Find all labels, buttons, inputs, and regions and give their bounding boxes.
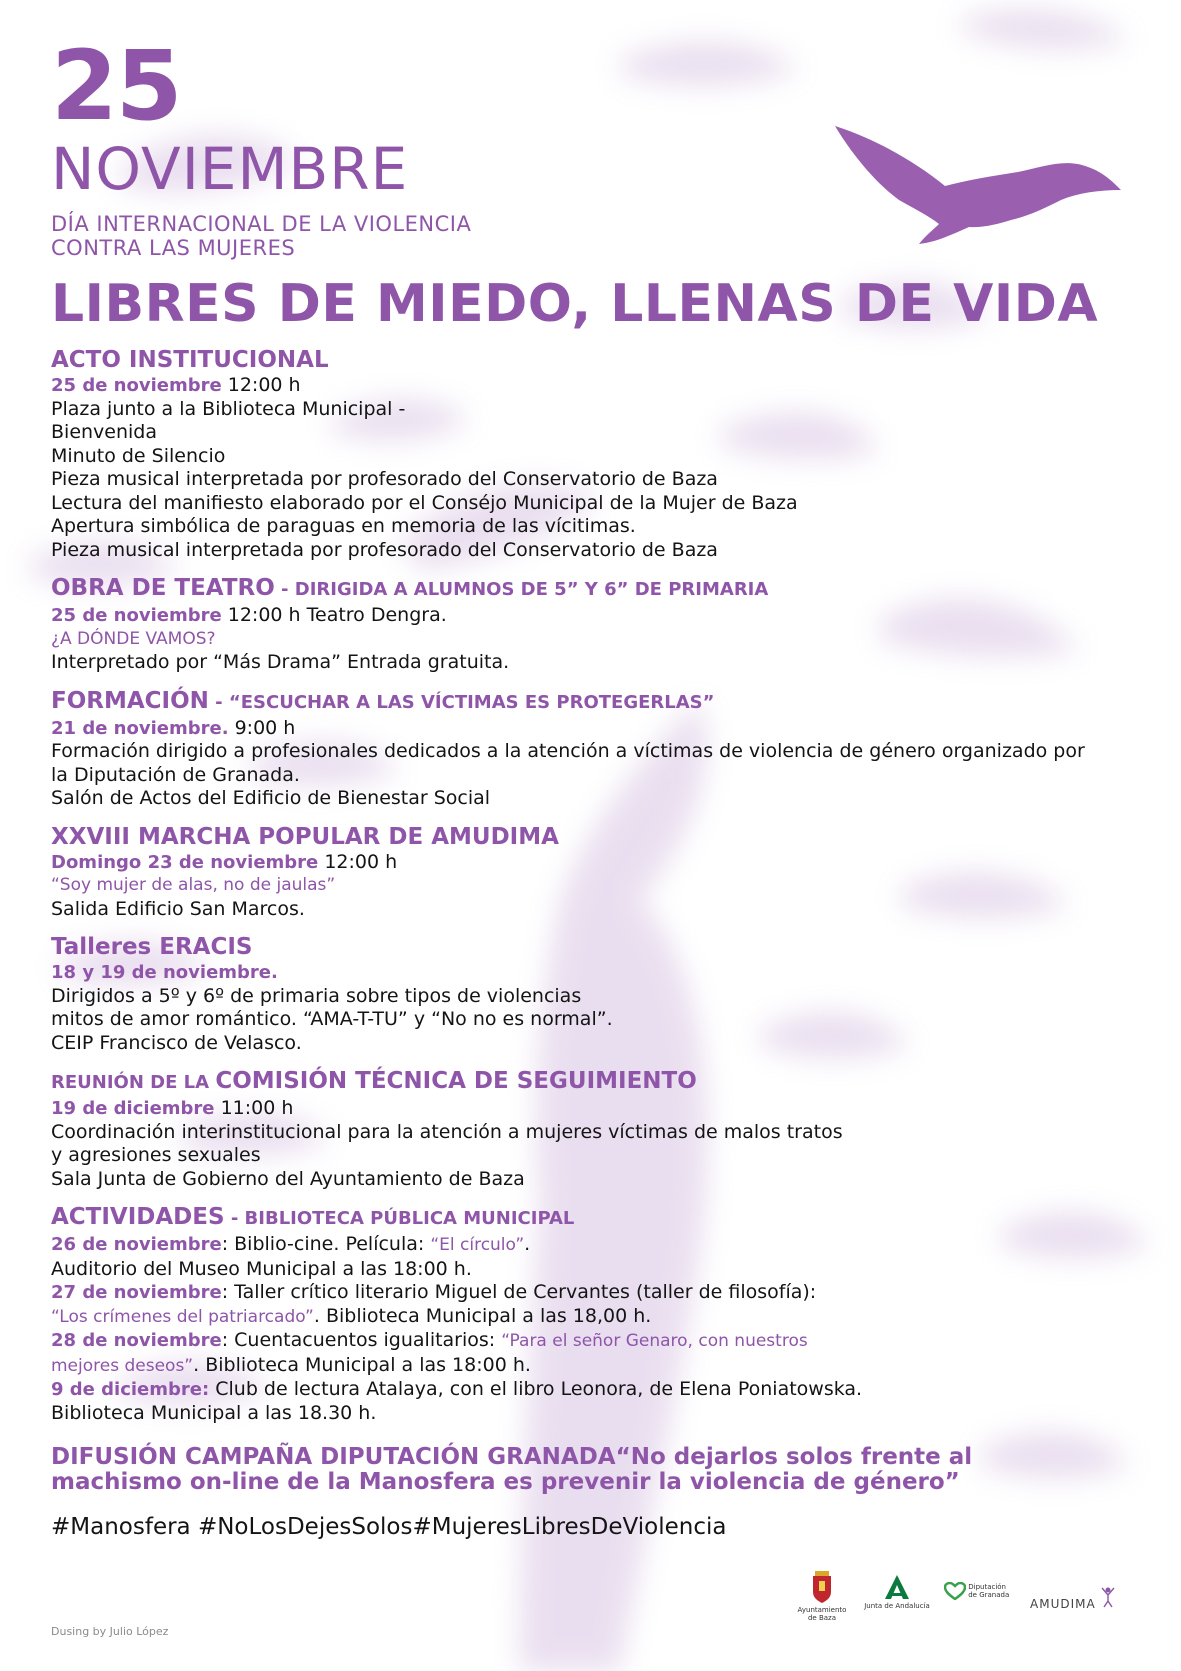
activity-title: mejores deseos” [51, 1355, 194, 1376]
section-obra-teatro [51, 574, 1141, 675]
section-formacion [51, 687, 1141, 811]
section-title-main: ACTIVIDADES [51, 1204, 225, 1230]
event-date: 27 de noviembre [51, 1282, 222, 1303]
activity-text: : Taller crítico literario Miguel de Cervantes (taller de filosofía): [221, 1281, 817, 1303]
event-line: Dirigidos a 5º y 6º de primaria sobre tipos de violencias [51, 984, 582, 1007]
logo-diputacion [944, 1582, 1020, 1600]
activity-title: “El círculo” [430, 1235, 525, 1255]
activity-line [51, 1305, 1141, 1330]
event-line: Coordinación interinstitucional para la atención a mujeres víctimas de malos tratos [51, 1120, 843, 1143]
event-line: Apertura simbólica de paraguas en memoria de las vícitimas. [51, 515, 636, 537]
logo-amudima [1030, 1586, 1126, 1611]
event-line: Salón de Actos del Edificio de Bienestar Social [51, 787, 491, 809]
event-line: Plaza junto a la Biblioteca Municipal - [51, 397, 406, 420]
activity-title: “Los crímenes del patriarcado” [51, 1306, 314, 1327]
activity-line [51, 1233, 1141, 1258]
event-date: 28 de noviembre [51, 1330, 222, 1351]
logo-label: Junta de Andalucía [864, 1602, 930, 1610]
campaign-slogan: LIBRES DE MIEDO, LLENAS DE VIDA [51, 274, 1099, 334]
event-datetime [51, 961, 1141, 985]
junta-a-icon [884, 1574, 910, 1600]
activity-line [51, 1378, 1141, 1402]
hashtags: #Manosfera #NoLosDejesSolos#MujeresLibresDeViolencia [51, 1514, 727, 1540]
section-talleres [51, 933, 1141, 1055]
event-line: mitos de amor romántico. “AMA-T-TU” y “No no es normal”. [51, 1008, 613, 1030]
diputacion-heart-icon [944, 1582, 966, 1600]
event-date: 26 de noviembre [51, 1234, 222, 1255]
section-title: ACTO INSTITUCIONAL [51, 347, 329, 373]
section-title [51, 1203, 1141, 1233]
event-datetime [51, 1097, 1141, 1121]
event-line: Pieza musical interpretada por profesorado del Conservatorio de Baza [51, 538, 718, 561]
design-credit: Dusing by Julio López [51, 1625, 169, 1638]
event-time: 9:00 h [234, 716, 296, 739]
activity-text: : Biblio-cine. Película: [221, 1233, 431, 1255]
subtitle-line-2: CONTRA LAS MUJERES [51, 236, 296, 260]
section-title-main: FORMACIÓN [51, 687, 209, 714]
event-date: 19 de diciembre [51, 1098, 215, 1119]
event-date: 18 y 19 de noviembre. [51, 962, 278, 983]
event-detail: 12:00 h Teatro Dengra. [227, 604, 447, 626]
event-time: 11:00 h [220, 1097, 294, 1119]
event-line: CEIP Francisco de Velasco. [51, 1031, 302, 1054]
activity-line [51, 1281, 1141, 1305]
logo-label: Ayuntamiento de Baza [797, 1606, 847, 1622]
closing-line-1: DIFUSIÓN CAMPAÑA DIPUTACIÓN GRANADA“No dejarlos solos frente al [51, 1444, 973, 1470]
day-subtitle [51, 212, 1141, 260]
activity-text: . Biblioteca Municipal a las 18,00 h. [313, 1304, 652, 1327]
event-line: Bienvenida [51, 421, 158, 443]
activity-text: Club de lectura Atalaya, con el libro Leonora, de Elena Poniatowska. [209, 1378, 863, 1400]
activity-text: . [524, 1233, 531, 1255]
section-title: XXVIII MARCHA POPULAR DE AMUDIMA [51, 823, 559, 850]
section-title-sub: - “ESCUCHAR A LAS VÍCTIMAS ES PROTEGERLAS” [208, 691, 715, 713]
event-date: 21 de noviembre. [51, 717, 229, 739]
event-date: 9 de diciembre: [51, 1379, 210, 1400]
section-title-sub: - DIRIGIDA A ALUMNOS DE 5” Y 6” DE PRIMARIA [274, 579, 769, 600]
event-line: Formación dirigido a profesionales dedicados a la atención a víctimas de violencia de género organizado por [51, 740, 1085, 762]
activity-line: Auditorio del Museo Municipal a las 18:00 h. [51, 1257, 472, 1280]
campaign-closing [51, 1445, 1141, 1495]
event-date: 25 de noviembre [51, 605, 222, 626]
event-datetime [51, 717, 1141, 741]
event-date: Domingo 23 de noviembre [51, 851, 319, 873]
section-title [51, 574, 1141, 604]
event-line: Minuto de Silencio [51, 444, 226, 467]
section-title-sub: REUNIÓN DE LA [51, 1072, 216, 1093]
section-title-sub: - BIBLIOTECA PÚBLICA MUNICIPAL [224, 1208, 575, 1229]
activity-title: “Para el señor Genaro, con nuestros [501, 1331, 808, 1351]
activity-text: : Cuentacuentos igualitarios: [221, 1329, 502, 1351]
section-acto-institucional [51, 346, 1141, 562]
section-title: Talleres ERACIS [51, 934, 253, 960]
event-datetime [51, 851, 1141, 875]
event-datetime [51, 374, 1141, 398]
march-motto: “Soy mujer de alas, no de jaulas” [51, 875, 336, 895]
event-line: Sala Junta de Gobierno del Ayuntamiento de Baza [51, 1167, 525, 1190]
event-line: y agresiones sexuales [51, 1144, 261, 1166]
closing-line-2: machismo on-line de la Manosfera es prevenir la violencia de género” [51, 1469, 960, 1495]
event-line: la Diputación de Granada. [51, 763, 300, 786]
logo-label: AMUDIMA [1030, 1597, 1096, 1611]
amudima-figure-icon [1101, 1586, 1115, 1608]
section-reunion [51, 1067, 1141, 1191]
play-title: ¿A DÓNDE VAMOS? [51, 628, 216, 649]
event-date: 25 de noviembre [51, 375, 222, 396]
activity-line [51, 1329, 1141, 1354]
section-actividades [51, 1203, 1141, 1425]
activity-line [51, 1354, 1141, 1379]
event-line: Pieza musical interpretada por profesorado del Conservatorio de Baza [51, 468, 718, 490]
event-datetime [51, 604, 1141, 628]
event-line: Interpretado por “Más Drama” Entrada gratuita. [51, 651, 510, 673]
sponsor-logos [796, 1570, 1126, 1630]
activity-line: Biblioteca Municipal a las 18.30 h. [51, 1401, 377, 1424]
event-time: 12:00 h [324, 850, 398, 873]
month-title: NOVIEMBRE [51, 135, 409, 203]
day-number: 25 [51, 30, 181, 142]
section-title [51, 687, 1141, 717]
logo-junta [862, 1574, 932, 1610]
section-marcha [51, 823, 1141, 922]
activity-text: . Biblioteca Municipal a las 18:00 h. [193, 1353, 531, 1376]
ayuntamiento-crest-icon [811, 1570, 833, 1604]
section-title-main: COMISIÓN TÉCNICA DE SEGUIMIENTO [215, 1068, 697, 1094]
section-title-main: OBRA DE TEATRO [51, 575, 275, 601]
event-line: Lectura del manifiesto elaborado por el Conséjo Municipal de la Mujer de Baza [51, 491, 798, 514]
event-time: 12:00 h [227, 374, 301, 396]
logo-label: Diputación de Granada [968, 1583, 1010, 1599]
subtitle-line-1: DÍA INTERNACIONAL DE LA VIOLENCIA [51, 212, 472, 236]
event-line: Salida Edificio San Marcos. [51, 897, 305, 920]
section-title [51, 1067, 1141, 1097]
logo-ayuntamiento [796, 1570, 848, 1622]
